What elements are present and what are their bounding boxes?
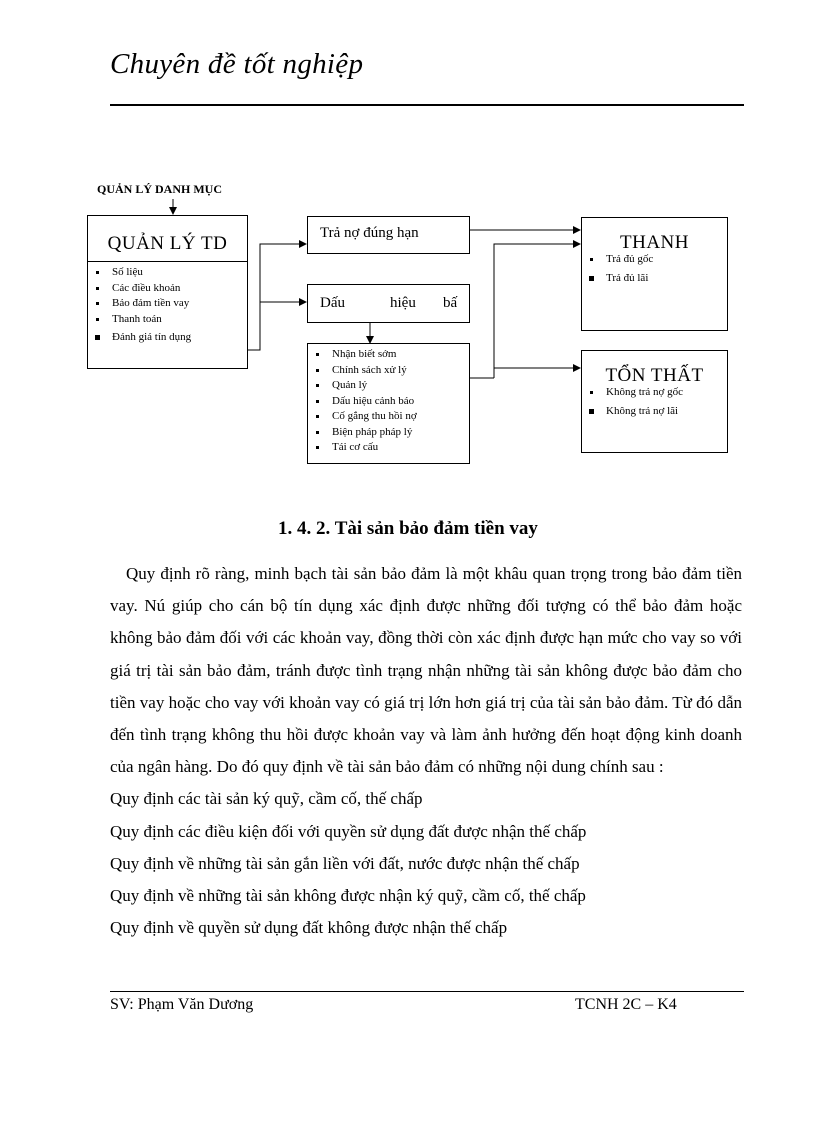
list-item: Bảo đảm tiền vay [90,296,191,312]
box-thanh-title: THANH [620,232,689,253]
body-line: Quy định về quyền sử dụng đất không được nhận thế chấp [110,918,508,938]
box-tra-no-text: Trả nợ đúng hạn [320,225,419,241]
list-item: Trả đủ gốc [584,252,653,268]
list-item: Tái cơ cấu [310,440,417,456]
box-ton-that-title: TỔN THẤT [605,365,704,386]
footer-student: SV: Phạm Văn Dương [110,996,254,1013]
body-text [110,558,742,944]
box-dau-hieu [307,284,470,323]
box-quan-ly-td-list [87,261,248,369]
body-line: Quy định các điều kiện đối với quyền sử dụng đất được nhận thế chấp [110,821,587,841]
list-item: Đánh giá tín dụng [90,330,191,346]
list-item: Cố gắng thu hồi nợ [310,409,417,425]
box-tra-no-dung-han [307,216,470,254]
connector-qltd-branch [247,244,306,350]
section-heading: 1. 4. 2. Tài sản bảo đảm tiền vay [278,518,538,539]
list-item: Không trả nợ lãi [584,404,683,420]
body-line: Quy định về những tài sản gắn liền với đất, nước được nhận thế chấp [110,853,580,873]
footer-rule [110,991,744,992]
list-item: Dấu hiệu cảnh báo [310,394,417,410]
box-ton-that [581,350,728,453]
box-quan-ly-td [87,215,248,261]
dau-hieu-list [310,347,417,456]
box-quan-ly-td-title: QUẢN LÝ TD [107,233,228,254]
box-dau-hieu-word-2: hiệu [390,295,416,311]
list-item: Nhận biết sớm [310,347,417,363]
list-item: Các điều khoản [90,281,191,297]
list-item: Biện pháp pháp lý [310,425,417,441]
list-item: Số liệu [90,265,191,281]
box-dau-hieu-word-1: Dấu [320,295,345,311]
list-item: Quản lý [310,378,417,394]
footer-class: TCNH 2C – K4 [575,996,677,1013]
diagram-top-label: QUẢN LÝ DANH MỤC [97,182,222,196]
body-line: Quy định các tài sản ký quỹ, cầm cố, thế chấp [110,789,423,809]
thanh-list [584,252,653,286]
arrow-list-to-thanh [494,244,580,378]
box-thanh [581,217,728,331]
ton-that-list [584,385,683,419]
list-item: Thanh toán [90,312,191,328]
page-header-title: Chuyên đề tốt nghiệp [110,48,364,80]
body-line: Quy định về những tài sản không được nhận ký quỹ, cầm cố, thế chấp [110,886,586,906]
qltd-list [90,265,191,346]
box-dau-hieu-list [307,343,470,464]
list-item: Không trả nợ gốc [584,385,683,401]
box-dau-hieu-word-3: bấ [443,295,458,311]
list-item: Chính sách xử lý [310,363,417,379]
body-paragraph: Quy định rõ ràng, minh bạch tài sản bảo đảm là một khâu quan trọng trong bảo đảm tiền vay. Nú giúp cho cán bộ tín dụng xác định được những đối tượng có thể bảo đảm hoặc không bảo đảm đối với các khoản vay, đồng thời còn xác định được hạn mức cho vay so với giá trị tài sản bảo đảm, tránh được tình trạng nhận những tài sản không được bảo đảm cho tiền vay hoặc cho vay với khoản vay có giá trị lớn hơn giá trị của tài sản bảo đảm. Từ đó dẫn đến tình trạng không thu hồi được khoản vay và làm ảnh hưởng đến hoạt động kinh doanh của ngân hàng. Do đó quy định về tài sản bảo đảm có những nội dung chính sau : [110,564,742,777]
list-item: Trả đủ lãi [584,271,653,287]
